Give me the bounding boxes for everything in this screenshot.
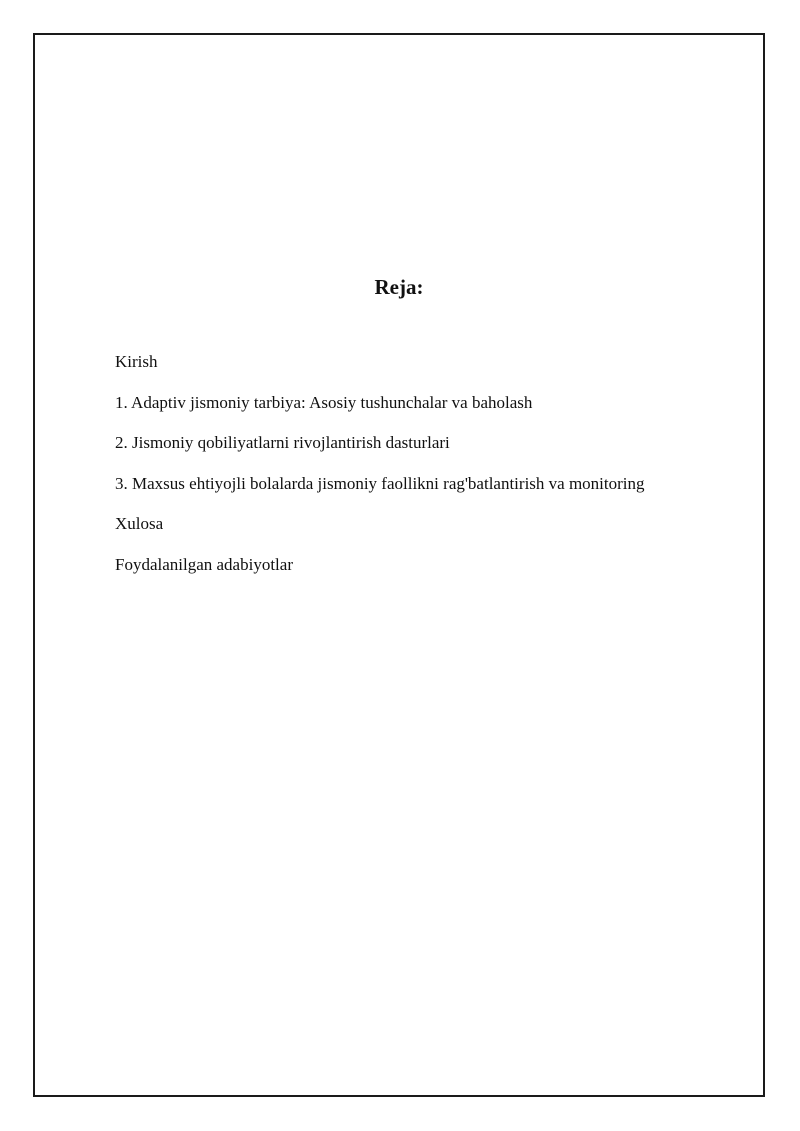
toc-item-references: Foydalanilgan adabiyotlar xyxy=(115,554,293,574)
toc-item-conclusion: Xulosa xyxy=(115,514,164,533)
page-title: Reja: xyxy=(374,275,424,299)
toc-item-chapter-1: 1. Adaptiv jismoniy tarbiya: Asosiy tushunchalar va baholash xyxy=(115,392,533,412)
toc-item-chapter-3: 3. Maxsus ehtiyojli bolalarda jismoniy faollikni rag'batlantirish va monitoring xyxy=(115,473,645,493)
table-of-contents xyxy=(115,351,645,594)
toc-item-intro: Kirish xyxy=(115,352,158,371)
toc-item-chapter-2: 2. Jismoniy qobiliyatlarni rivojlantirish dasturlari xyxy=(115,433,450,452)
